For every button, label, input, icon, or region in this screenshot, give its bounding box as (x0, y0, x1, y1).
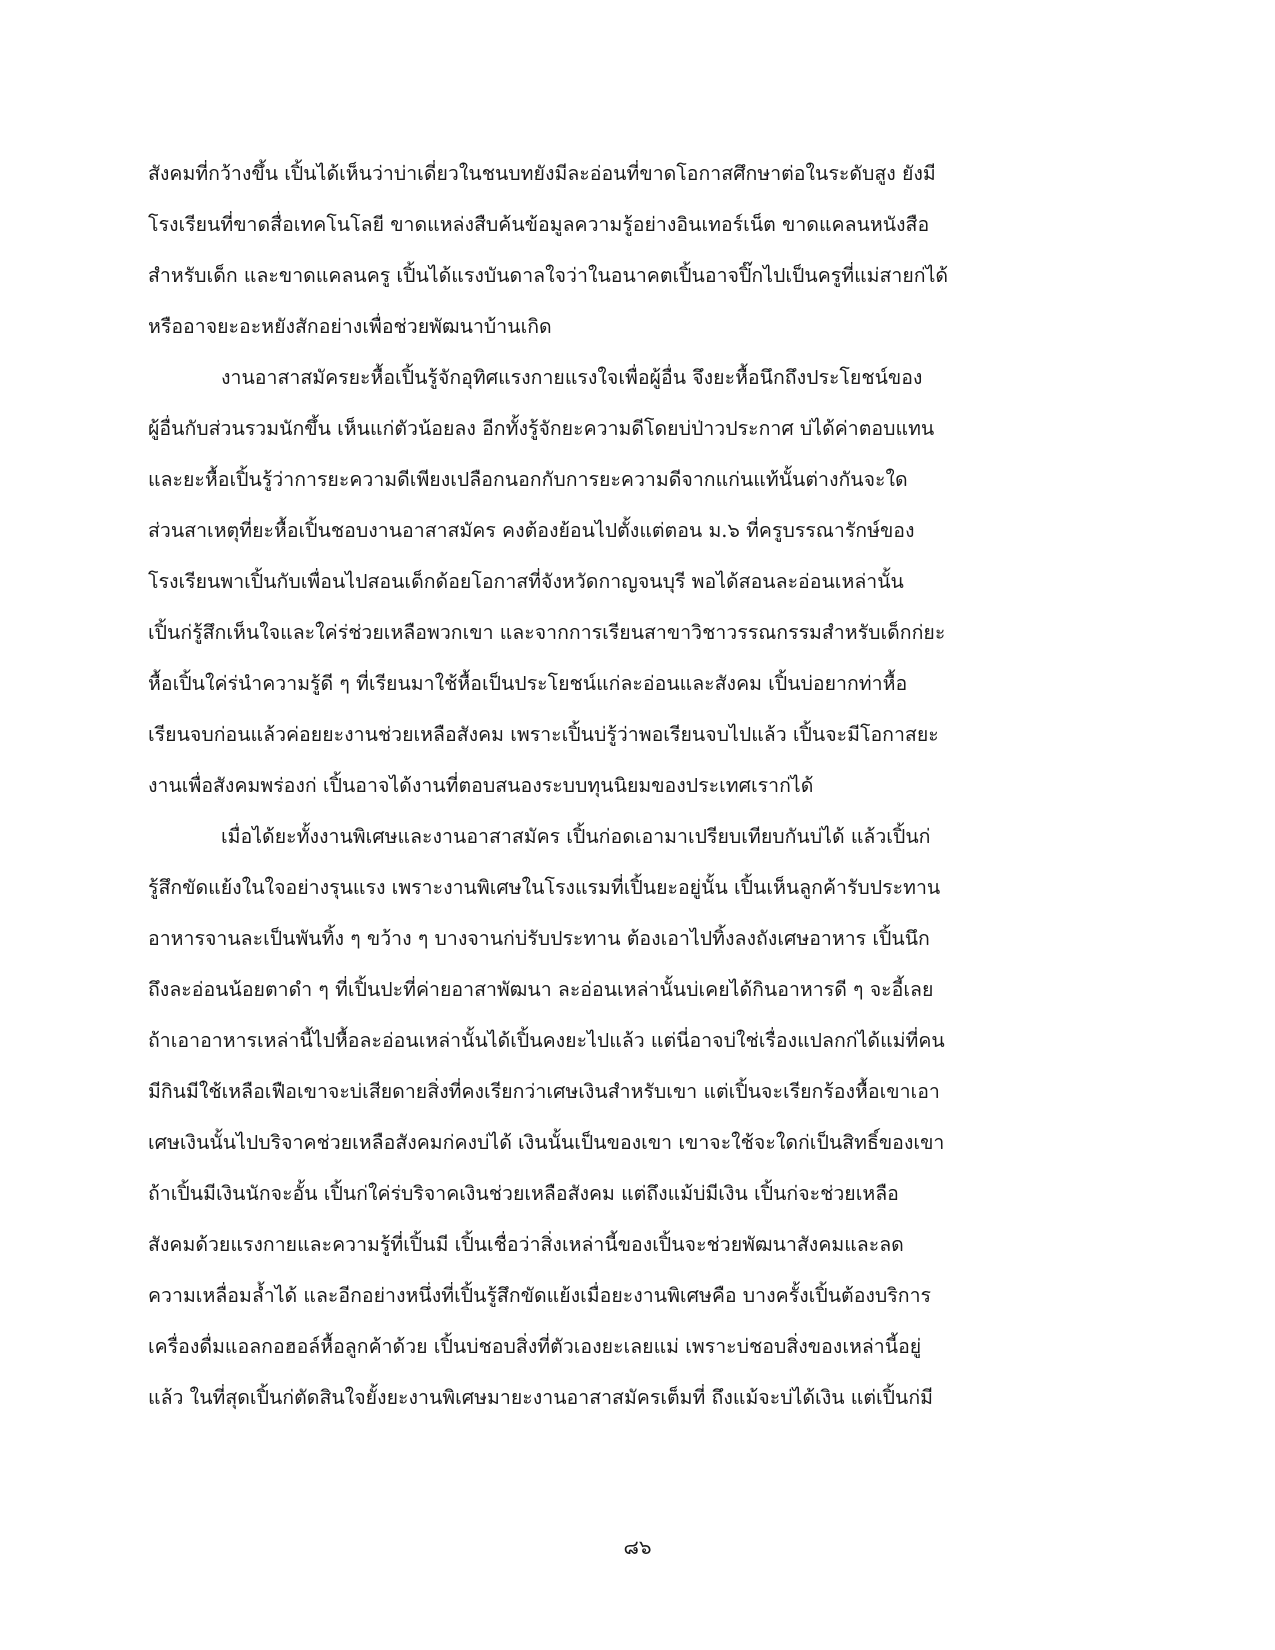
text-line-4: หรืออาจยะอะหยังสักอย่างเพื่อช่วยพัฒนาบ้านเกิด (148, 315, 552, 338)
text-line-16: อาหารจานละเป็นพันทิ้ง ๆ ขว้าง ๆ บางจานก่บ่รับประทาน ต้องเอาไปทิ้งลงถังเศษอาหาร เปิ้นนึก (148, 927, 930, 950)
page-number: ๘๖ (623, 1535, 652, 1559)
text-line-23: ความเหลื่อมล้ำได้ และอีกอย่างหนึ่งที่เปิ้นรู้สึกขัดแย้งเมื่อยะงานพิเศษคือ บางครั้งเปิ้นต้องบริการ (148, 1284, 932, 1307)
paragraph-3-first-line: เมื่อได้ยะทั้งงานพิเศษและงานอาสาสมัคร เปิ้นก่อดเอามาเปรียบเทียบกันบ่ได้ แล้วเปิ้นก่ (221, 825, 931, 848)
text-line-1: สังคมที่กว้างขึ้น เปิ้นได้เห็นว่าบ่าเดี่ยวในชนบทยังมีละอ่อนที่ขาดโอกาสศึกษาต่อในระดับสูง ยังมี (148, 162, 936, 185)
text-line-24: เครื่องดื่มแอลกอฮอล์หื้อลูกค้าด้วย เปิ้นบ่ชอบสิ่งที่ตัวเองยะเลยแม่ เพราะบ่ชอบสิ่งของเหล่านี้อยู่ (148, 1335, 922, 1358)
text-line-21: ถ้าเปิ้นมีเงินนักจะอั้น เปิ้นก่ใค่ร่บริจาคเงินช่วยเหลือสังคม แต่ถึงแม้บ่มีเงิน เปิ้นก่จะช่วยเหลือ (148, 1182, 899, 1205)
text-line-17: ถึงละอ่อนน้อยตาดำ ๆ ที่เปิ้นปะที่ค่ายอาสาพัฒนา ละอ่อนเหล่านั้นบ่เคยได้กินอาหารดี ๆ จะอี้เลย (148, 978, 934, 1001)
text-line-13: งานเพื่อสังคมพร่องก่ เปิ้นอาจได้งานที่ตอบสนองระบบทุนนิยมของประเทศเราก่ได้ (148, 774, 814, 797)
text-line-19: มีกินมีใช้เหลือเฟือเขาจะบ่เสียดายสิ่งที่คงเรียกว่าเศษเงินสำหรับเขา แต่เปิ้นจะเรียกร้องหื้อเขาเอา (148, 1080, 940, 1103)
text-line-12: เรียนจบก่อนแล้วค่อยยะงานช่วยเหลือสังคม เพราะเปิ้นบ่รู้ว่าพอเรียนจบไปแล้ว เปิ้นจะมีโอกาสยะ (148, 723, 939, 746)
text-line-20: เศษเงินนั้นไปบริจาคช่วยเหลือสังคมก่คงบ่ได้ เงินนั้นเป็นของเขา เขาจะใช้จะใดก่เป็นสิทธิ์ของเขา (148, 1131, 945, 1154)
text-line-6: ผู้อื่นกับส่วนรวมนักขึ้น เห็นแก่ตัวน้อยลง อีกทั้งรู้จักยะความดีโดยบ่ป่าวประกาศ บ่ได้ค่าตอบแทน (148, 417, 935, 440)
text-line-11: หื้อเปิ้นใค่ร่นำความรู้ดี ๆ ที่เรียนมาใช้หื้อเป็นประโยชน์แก่ละอ่อนและสังคม เปิ้นบ่อยากท่าหื้อ (148, 672, 908, 695)
text-line-7: และยะหื้อเปิ้นรู้ว่าการยะความดีเพียงเปลือกนอกกับการยะความดีจากแก่นแท้นั้นต่างกันจะใด (148, 468, 908, 491)
text-line-8: ส่วนสาเหตุที่ยะหื้อเปิ้นชอบงานอาสาสมัคร คงต้องย้อนไปตั้งแต่ตอน ม.๖ ที่ครูบรรณารักษ์ของ (148, 519, 915, 542)
text-line-25: แล้ว ในที่สุดเปิ้นก่ตัดสินใจยั้งยะงานพิเศษมายะงานอาสาสมัครเต็มที่ ถึงแม้จะบ่ได้เงิน แต่เปิ้นก่มี (148, 1386, 934, 1409)
body-text (148, 148, 1008, 1423)
text-line-15: รู้สึกขัดแย้งในใจอย่างรุนแรง เพราะงานพิเศษในโรงแรมที่เปิ้นยะอยู่นั้น เปิ้นเห็นลูกค้ารับประทาน (148, 876, 941, 899)
paragraph-2-first-line: งานอาสาสมัครยะหื้อเปิ้นรู้จักอุทิศแรงกายแรงใจเพื่อผู้อื่น จึงยะหื้อนึกถึงประโยชน์ของ (221, 366, 923, 389)
text-line-18: ถ้าเอาอาหารเหล่านี้ไปหื้อละอ่อนเหล่านั้นได้เปิ้นคงยะไปแล้ว แต่นี่อาจบ่ใช่เรื่องแปลกก่ได้แม่ที่คน (148, 1029, 945, 1052)
text-line-10: เปิ้นก่รู้สึกเห็นใจและใค่ร่ช่วยเหลือพวกเขา และจากการเรียนสาขาวิชาวรรณกรรมสำหรับเด็กก่ยะ (148, 621, 946, 644)
text-line-22: สังคมด้วยแรงกายและความรู้ที่เปิ้นมี เปิ้นเชื่อว่าสิ่งเหล่านี้ของเปิ้นจะช่วยพัฒนาสังคมและลด (148, 1233, 904, 1256)
text-line-9: โรงเรียนพาเปิ้นกับเพื่อนไปสอนเด็กด้อยโอกาสที่จังหวัดกาญจนบุรี พอได้สอนละอ่อนเหล่านั้น (148, 570, 904, 593)
text-line-3: สำหรับเด็ก และขาดแคลนครู เปิ้นได้แรงบันดาลใจว่าในอนาคตเปิ้นอาจปิ๊กไปเป็นครูที่แม่สายก่ได้ (148, 264, 949, 287)
text-line-2: โรงเรียนที่ขาดสื่อเทคโนโลยี ขาดแหล่งสืบค้นข้อมูลความรู้อย่างอินเทอร์เน็ต ขาดแคลนหนังสือ (148, 213, 930, 236)
